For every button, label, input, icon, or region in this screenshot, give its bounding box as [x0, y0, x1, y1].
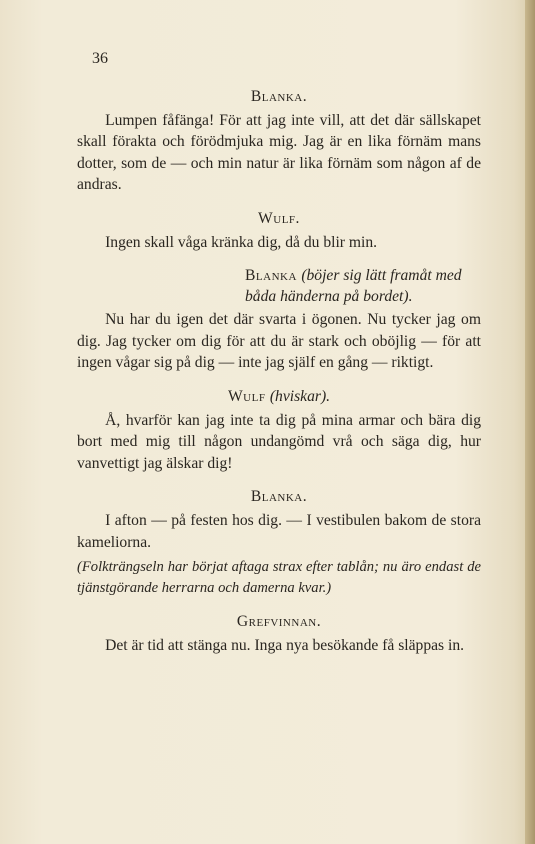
speaker-label: Blanka. [250, 88, 308, 105]
dialogue-line: Ingen skall våga kränka dig, då du blir min. [105, 233, 378, 251]
dialogue-line: Nu har du igen det där svarta i ögonen. Nu tycker jag om dig. Jag tycker om dig för att du är stark och oböjlig — för att ingen vågar sig på dig — inte jag själf en gång — riktigt. [77, 311, 481, 372]
text-column [77, 86, 481, 656]
stage-direction-inline: (hviskar). [269, 387, 331, 405]
dialogue-line: Det är tid att stänga nu. Inga nya besökande få släppas in. [105, 636, 465, 654]
speaker-with-direction [77, 265, 481, 307]
dialogue-line: I afton — på festen hos dig. — I vestibulen bakom de stora kameliorna. [77, 511, 481, 551]
dialogue-line: Lumpen fåfänga! För att jag inte vill, att det där sällskapet skall förakta och förödmjuka mig. Jag är en lika förnäm mans dotter, som de — och min natur är lika förnäm som någon af de andras. [77, 111, 481, 194]
page-number: 36 [92, 50, 108, 67]
page-edge [525, 0, 535, 844]
speaker-label: Blanka [245, 267, 297, 285]
stage-direction: (Folkträngseln har börjat aftaga strax efter tablån; nu äro endast de tjänstgörande herrarna och damerna kvar.) [77, 559, 481, 597]
stage-direction-inline: (böjer sig lätt framåt med båda händerna på bordet). [245, 267, 462, 306]
speaker-label: Grefvinnan. [236, 613, 322, 631]
dialogue-line: Å, hvarför kan jag inte ta dig på mina armar och bära dig bort med mig till någon undangömd vrå och säga dig, hur vanvettigt jag älskar dig! [77, 411, 481, 472]
speaker-label: Wulf. [258, 209, 300, 227]
speaker-with-direction [77, 386, 481, 408]
speaker-label: Blanka. [250, 488, 308, 506]
speaker-label: Wulf [227, 387, 266, 405]
